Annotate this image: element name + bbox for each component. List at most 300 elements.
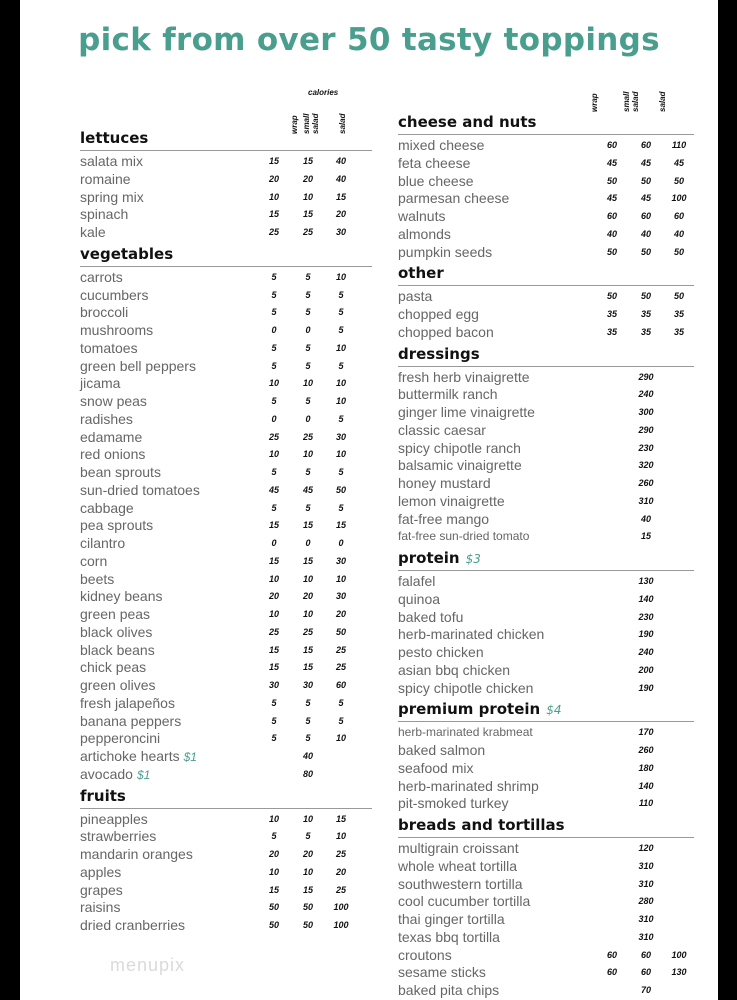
menu-item	[398, 982, 694, 1000]
section-price: $4	[546, 703, 562, 718]
calorie-value: 110	[638, 798, 654, 809]
menu-item	[80, 224, 372, 242]
calorie-value: 50	[268, 902, 279, 913]
item-name: grapes	[80, 881, 123, 898]
menu-item	[398, 244, 694, 262]
calorie-value: 310	[638, 914, 654, 924]
calorie-value: 35	[673, 326, 684, 337]
item-name: almonds	[398, 225, 451, 242]
calorie-value: 0	[271, 325, 277, 335]
menu-item	[80, 171, 372, 189]
calorie-value: 0	[305, 413, 311, 424]
calorie-value: 25	[302, 227, 313, 237]
calorie-value: 130	[638, 576, 654, 586]
item-name: croutons	[398, 946, 452, 963]
calorie-value: 45	[606, 157, 617, 168]
menu-item	[80, 846, 372, 864]
menu-item	[398, 680, 694, 698]
calorie-value: 25	[335, 662, 346, 673]
calorie-value: 50	[302, 920, 313, 930]
calorie-value: 5	[338, 715, 344, 726]
column-header-wrap: wrap	[290, 115, 299, 134]
calorie-value: 5	[271, 502, 277, 513]
calorie-value: 50	[606, 291, 617, 302]
item-name: cool cucumber tortilla	[398, 893, 531, 910]
calorie-value: 5	[305, 360, 311, 371]
calorie-value: 240	[638, 647, 654, 657]
menu-item	[398, 840, 694, 858]
calorie-value: 100	[671, 949, 687, 960]
column-header-salad-right: salad	[658, 91, 667, 112]
item-name: blue cheese	[398, 172, 474, 189]
calorie-value: 20	[302, 591, 313, 602]
calorie-value: 190	[638, 629, 654, 640]
menu-item	[398, 190, 694, 208]
menu-item	[398, 493, 694, 511]
item-name: baked salmon	[398, 742, 486, 758]
calorie-value: 10	[268, 866, 279, 877]
item-name: red onions	[80, 446, 146, 463]
calorie-value: 5	[338, 413, 344, 424]
item-name: thai ginger tortilla	[398, 911, 505, 927]
calorie-value: 60	[640, 949, 651, 960]
calorie-value: 10	[302, 191, 313, 202]
calorie-value: 15	[302, 644, 313, 655]
calorie-value: 5	[305, 467, 311, 477]
calorie-value: 15	[268, 662, 279, 673]
section-header	[398, 344, 694, 367]
section-title: fruits	[80, 786, 126, 805]
menu-item	[80, 864, 372, 882]
calorie-value: 25	[268, 626, 279, 637]
item-name: pumpkin seeds	[398, 243, 493, 260]
calorie-value: 10	[335, 396, 346, 406]
menu-item	[80, 446, 372, 464]
calorie-value: 10	[302, 609, 313, 619]
menu-item	[398, 137, 694, 155]
calorie-value: 20	[268, 173, 279, 184]
menu-item	[80, 189, 372, 207]
calorie-value: 15	[268, 884, 279, 895]
column-header-salad: salad	[338, 113, 347, 134]
section-title: breads and tortillas	[398, 816, 565, 834]
menu-item	[80, 659, 372, 677]
column-header-wrap-right: wrap	[590, 93, 599, 112]
section-title: cheese and nuts	[398, 113, 537, 131]
menu-item	[398, 724, 694, 742]
calorie-value: 15	[268, 156, 279, 166]
calorie-value: 10	[268, 449, 279, 460]
calorie-value: 30	[302, 680, 313, 690]
item-name: herb-marinated chicken	[398, 626, 545, 643]
calorie-value: 30	[335, 591, 346, 602]
menu-item	[398, 324, 694, 342]
calorie-value: 5	[305, 831, 311, 842]
calorie-value: 50	[673, 291, 684, 302]
calorie-value: 45	[606, 193, 617, 204]
calorie-value: 260	[638, 478, 654, 488]
menu-item	[80, 917, 372, 935]
calorie-value: 40	[640, 513, 651, 524]
calorie-value: 5	[338, 307, 344, 318]
calorie-value: 300	[638, 407, 654, 417]
section-header	[398, 263, 694, 286]
item-name: salata mix	[80, 153, 144, 169]
menu-item	[398, 440, 694, 458]
item-name: feta cheese	[398, 154, 471, 171]
calorie-value: 5	[305, 289, 311, 300]
menu-item	[80, 340, 372, 358]
calorie-value: 0	[305, 538, 311, 548]
calorie-value: 70	[640, 985, 651, 995]
menu-item	[398, 404, 694, 422]
item-name: snow peas	[80, 393, 147, 409]
calorie-value: 180	[638, 762, 654, 773]
menu-item	[398, 155, 694, 173]
calorie-value: 15	[302, 662, 313, 673]
calorie-value: 5	[338, 289, 344, 300]
menu-item	[80, 642, 372, 660]
calorie-value: 40	[302, 751, 313, 761]
calorie-value: 100	[333, 920, 349, 930]
calorie-value: 30	[268, 680, 279, 690]
calorie-value: 15	[268, 644, 279, 655]
item-name: pit-smoked turkey	[398, 795, 509, 812]
menu-page	[20, 0, 718, 1000]
menu-item	[80, 482, 372, 500]
item-name: whole wheat tortilla	[398, 857, 518, 874]
item-price: $1	[136, 767, 151, 782]
section-header	[398, 112, 694, 135]
calorie-value: 10	[302, 573, 313, 584]
calorie-value: 40	[335, 173, 346, 184]
item-name: romaine	[80, 170, 131, 187]
section-header	[80, 786, 372, 809]
calorie-value: 60	[640, 211, 651, 221]
menu-item	[398, 858, 694, 876]
item-name: chick peas	[80, 659, 147, 676]
item-name: kale	[80, 224, 106, 240]
calorie-value: 320	[638, 460, 654, 471]
section-title: dressings	[398, 344, 480, 363]
menu-item	[80, 713, 372, 731]
calorie-value: 30	[335, 555, 346, 566]
item-name: texas bbq tortilla	[398, 928, 500, 945]
calorie-value: 25	[335, 884, 346, 895]
calorie-value: 5	[271, 467, 277, 477]
item-name: jicama	[80, 375, 121, 392]
left-column	[80, 126, 372, 935]
calorie-value: 50	[673, 246, 684, 257]
calorie-value: 45	[640, 157, 651, 168]
item-name: broccoli	[80, 304, 129, 321]
calorie-value: 310	[638, 931, 654, 942]
menu-item	[80, 535, 372, 553]
calorie-value: 5	[305, 396, 311, 406]
calorie-value: 40	[673, 228, 684, 239]
calorie-value: 10	[335, 831, 346, 842]
section-price: $3	[465, 552, 481, 566]
menu-item	[398, 778, 694, 796]
calorie-value: 30	[335, 227, 346, 237]
item-name: green olives	[80, 677, 156, 693]
calorie-value: 20	[268, 849, 279, 859]
menu-item	[80, 695, 372, 713]
section-title: vegetables	[80, 244, 174, 263]
item-name: pea sprouts	[80, 517, 154, 534]
calorie-value: 60	[673, 211, 684, 221]
calorie-value: 5	[271, 697, 277, 708]
calorie-value: 50	[640, 175, 651, 186]
item-name: radishes	[80, 410, 133, 427]
calorie-value: 20	[302, 849, 313, 859]
item-name: green bell peppers	[80, 357, 196, 374]
menu-item	[398, 626, 694, 644]
item-name: cilantro	[80, 535, 126, 551]
calorie-value: 130	[671, 967, 687, 978]
menu-item	[80, 375, 372, 393]
calorie-value: 20	[302, 173, 313, 184]
item-name: fresh jalapeños	[80, 694, 175, 711]
calorie-value: 20	[335, 609, 346, 619]
menu-item	[398, 306, 694, 324]
page-title: pick from over 50 tasty toppings	[78, 22, 660, 58]
menu-item	[398, 911, 694, 929]
column-header-small-salad-right: small salad	[622, 91, 640, 112]
calorie-value: 200	[638, 664, 654, 675]
calorie-value: 5	[338, 502, 344, 513]
calorie-value: 15	[302, 884, 313, 895]
item-name: herb-marinated krabmeat	[398, 725, 533, 740]
item-name: honey mustard	[398, 475, 491, 491]
item-name: seafood mix	[398, 759, 474, 776]
calorie-value: 60	[606, 140, 617, 150]
menu-item	[398, 662, 694, 680]
calorie-value: 45	[640, 193, 651, 204]
item-name: herb-marinated shrimp	[398, 777, 539, 794]
item-name: pasta	[398, 288, 433, 305]
calorie-value: 20	[335, 866, 346, 877]
calorie-value: 15	[268, 209, 279, 220]
item-name: mandarin oranges	[80, 846, 193, 862]
calorie-value: 5	[271, 342, 277, 353]
calorie-value: 40	[335, 156, 346, 166]
menu-item	[398, 964, 694, 982]
calorie-value: 10	[335, 449, 346, 460]
calories-label: calories	[308, 88, 339, 97]
calorie-value: 10	[335, 378, 346, 389]
item-price: $1	[183, 750, 197, 764]
column-header-small-salad: small salad	[302, 113, 320, 134]
menu-item	[398, 591, 694, 609]
section-header	[398, 699, 694, 722]
menu-item	[80, 358, 372, 376]
menu-item	[80, 811, 372, 829]
calorie-value: 15	[302, 555, 313, 566]
menu-item	[80, 393, 372, 411]
item-name: fat-free mango	[398, 510, 490, 527]
calorie-value: 25	[335, 644, 346, 655]
calorie-value: 50	[302, 902, 313, 913]
calorie-value: 5	[338, 467, 344, 477]
calorie-value: 260	[638, 745, 654, 755]
calorie-value: 50	[335, 484, 346, 495]
item-name: pepperoncini	[80, 730, 161, 747]
item-name: carrots	[80, 268, 123, 285]
item-name: walnuts	[398, 208, 446, 224]
calorie-value: 20	[268, 591, 279, 602]
calorie-value: 50	[268, 920, 279, 930]
item-name: corn	[80, 552, 108, 569]
calorie-value: 140	[638, 593, 654, 604]
menu-item	[80, 287, 372, 305]
calorie-value: 15	[302, 520, 313, 531]
section-title: protein	[398, 549, 460, 567]
item-name: banana peppers	[80, 712, 182, 729]
calorie-value: 140	[638, 780, 654, 791]
calorie-value: 0	[338, 538, 344, 548]
item-name: tomatoes	[80, 339, 138, 356]
calorie-value: 5	[271, 396, 277, 406]
item-name: sesame sticks	[398, 964, 486, 981]
item-name: spicy chipotle ranch	[398, 439, 521, 456]
menu-item	[80, 748, 372, 766]
right-column	[398, 110, 694, 1000]
calorie-value: 240	[638, 389, 654, 400]
item-name: balsamic vinaigrette	[398, 457, 522, 474]
calorie-value: 15	[335, 520, 346, 531]
menu-item	[80, 899, 372, 917]
calorie-value: 50	[640, 291, 651, 302]
calorie-value: 35	[640, 309, 651, 319]
calorie-value: 45	[673, 157, 684, 168]
item-name: black olives	[80, 623, 153, 640]
calorie-value: 15	[640, 531, 651, 542]
menu-item	[398, 457, 694, 475]
calorie-value: 0	[271, 413, 277, 424]
menu-item	[80, 304, 372, 322]
item-name: raisins	[80, 899, 121, 916]
section-title: other	[398, 264, 444, 283]
calorie-value: 15	[268, 520, 279, 531]
menu-item	[80, 464, 372, 482]
item-name: green peas	[80, 606, 151, 622]
menu-item	[398, 422, 694, 440]
menu-item	[80, 322, 372, 340]
calorie-value: 25	[335, 849, 346, 859]
item-name: kidney beans	[80, 588, 163, 605]
item-name: fat-free sun-dried tomato	[398, 529, 530, 544]
calorie-value: 15	[302, 209, 313, 220]
item-name: spicy chipotle chicken	[398, 679, 534, 696]
menu-item	[80, 553, 372, 571]
menu-item	[80, 571, 372, 589]
calorie-value: 290	[638, 371, 654, 382]
calorie-value: 5	[305, 715, 311, 726]
calorie-value: 50	[640, 246, 651, 257]
calorie-value: 190	[638, 682, 654, 693]
item-name: mushrooms	[80, 322, 154, 338]
menu-item	[80, 411, 372, 429]
calorie-value: 5	[271, 360, 277, 371]
menu-item	[80, 882, 372, 900]
menu-item	[80, 624, 372, 642]
menu-item	[398, 369, 694, 387]
menu-item	[80, 269, 372, 287]
menu-item	[398, 528, 694, 546]
menu-item	[398, 386, 694, 404]
item-name: falafel	[398, 573, 436, 589]
item-name: parmesan cheese	[398, 190, 510, 207]
menu-item	[398, 226, 694, 244]
menu-item	[80, 588, 372, 606]
menu-item	[398, 173, 694, 191]
calorie-value: 10	[302, 378, 313, 389]
menu-item	[398, 929, 694, 947]
menu-item	[80, 206, 372, 224]
calorie-value: 310	[638, 878, 654, 889]
menu-item	[80, 766, 372, 784]
calorie-value: 170	[638, 727, 654, 738]
calorie-value: 5	[338, 697, 344, 708]
calorie-value: 5	[305, 697, 311, 708]
calorie-value: 35	[673, 309, 684, 319]
item-name: black beans	[80, 641, 155, 658]
calorie-value: 60	[640, 967, 651, 978]
item-name: classic caesar	[398, 421, 486, 438]
calorie-value: 10	[335, 733, 346, 744]
calorie-value: 5	[305, 502, 311, 513]
item-name: fresh herb vinaigrette	[398, 368, 530, 385]
menu-item	[80, 517, 372, 535]
menu-item	[80, 500, 372, 518]
calorie-value: 110	[671, 140, 687, 150]
item-name: cabbage	[80, 499, 134, 516]
calorie-value: 25	[302, 626, 313, 637]
calorie-value: 15	[268, 555, 279, 566]
item-name: quinoa	[398, 590, 441, 607]
menu-item	[80, 429, 372, 447]
calorie-value: 60	[606, 949, 617, 960]
calorie-value: 40	[640, 228, 651, 239]
calorie-value: 5	[305, 271, 311, 282]
calorie-value: 5	[338, 360, 344, 371]
item-name: pineapples	[80, 810, 148, 827]
calorie-value: 45	[302, 484, 313, 495]
calorie-value: 60	[335, 680, 346, 690]
item-name: edamame	[80, 428, 143, 445]
calorie-value: 0	[305, 325, 311, 335]
calorie-value: 15	[302, 156, 313, 166]
calorie-value: 230	[638, 442, 654, 453]
calorie-value: 10	[302, 813, 313, 824]
menu-item	[398, 609, 694, 627]
calorie-value: 10	[302, 449, 313, 460]
calorie-value: 5	[271, 831, 277, 842]
menu-item	[398, 876, 694, 894]
calorie-value: 10	[268, 378, 279, 389]
menu-item	[398, 573, 694, 591]
item-name: avocado	[80, 765, 133, 782]
calorie-value: 45	[268, 484, 279, 495]
menu-item	[398, 947, 694, 965]
calorie-value: 40	[606, 228, 617, 239]
menu-item	[398, 644, 694, 662]
menu-item	[398, 795, 694, 813]
calorie-value: 50	[335, 626, 346, 637]
item-name: apples	[80, 863, 122, 880]
calorie-value: 10	[302, 866, 313, 877]
